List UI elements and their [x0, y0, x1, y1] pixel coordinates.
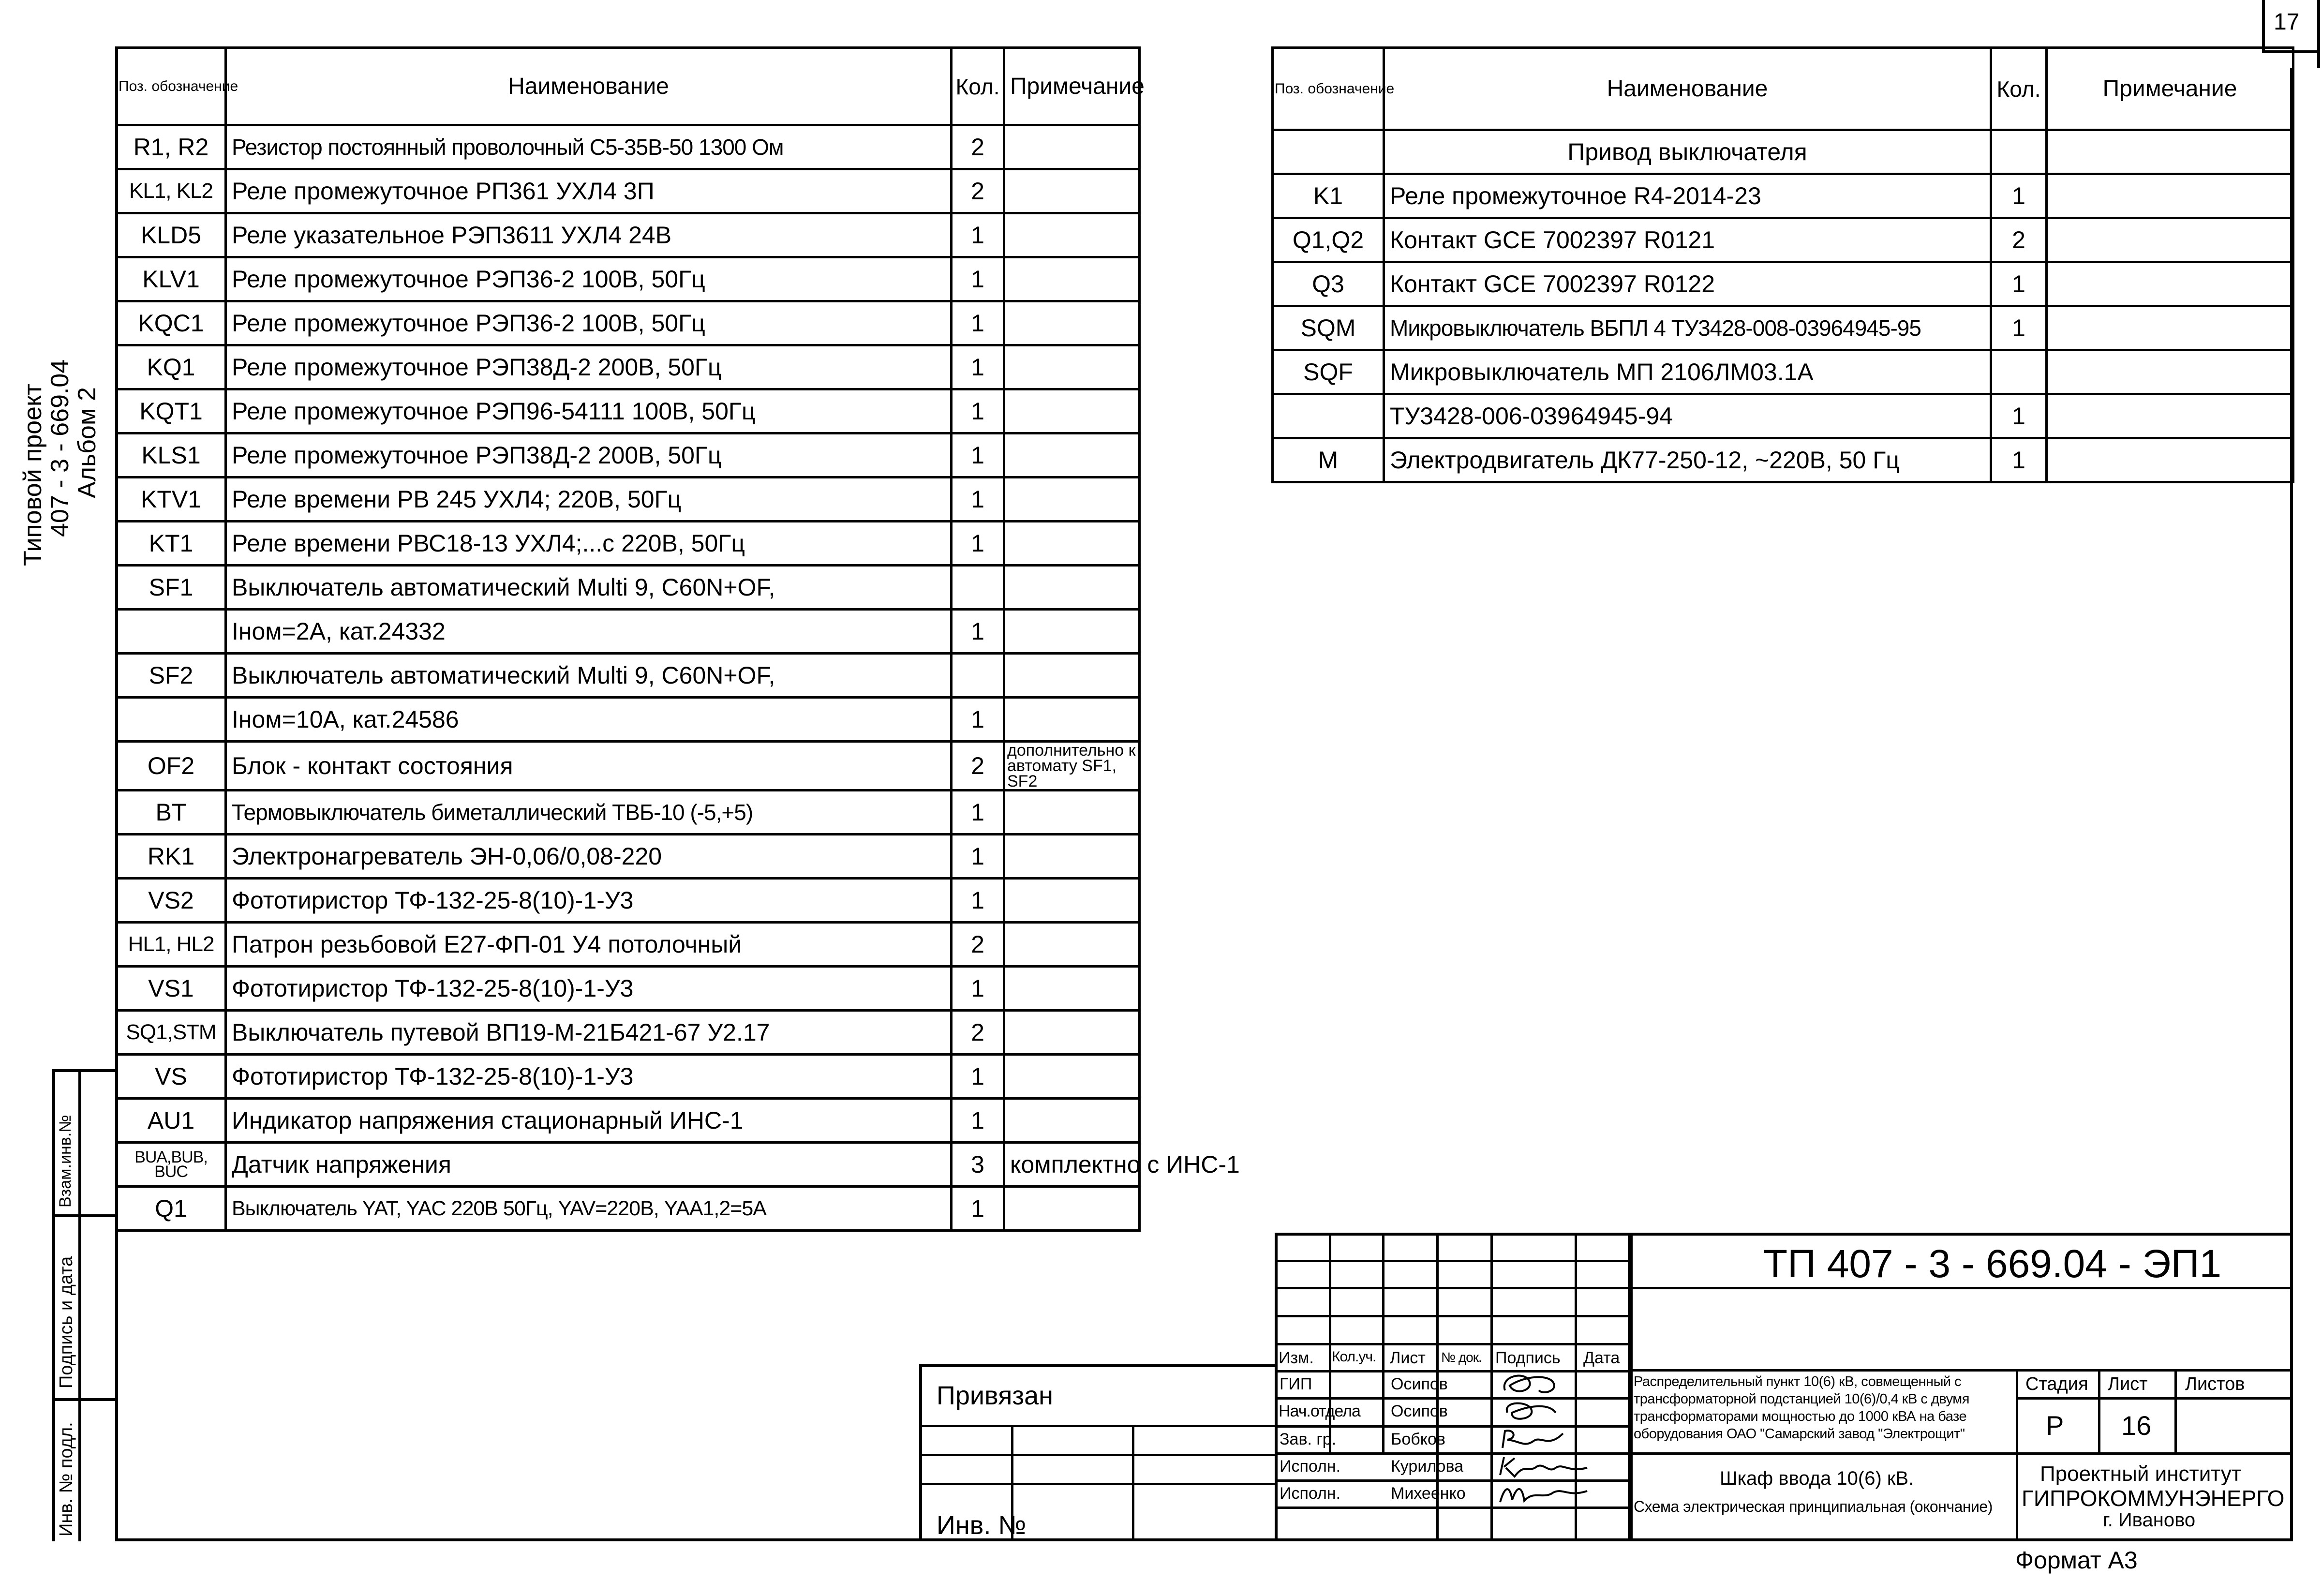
- list-value: 16: [2121, 1410, 2152, 1441]
- cell-name: Индикатор напряжения стационарный ИНС-1: [226, 1099, 952, 1143]
- cell-name: Реле промежуточное РЭП96-54111 100В, 50Гц: [226, 389, 952, 433]
- cell-pos: [1273, 394, 1384, 438]
- signature-miheenko: [1495, 1480, 1592, 1507]
- sheet-title-line1: Шкаф ввода 10(6) кВ.: [1720, 1468, 1914, 1489]
- privyazan-inv: Инв. №: [937, 1511, 1027, 1540]
- cell-qty: 1: [952, 879, 1004, 923]
- cell-name: Термовыключатель биметаллический ТВБ-10 (-5,+5): [226, 791, 952, 835]
- object-desc-line4: оборудования ОАО "Самарский завод "Электрощит": [1634, 1426, 1965, 1442]
- cell-name: Патрон резьбовой Е27-ФП-01 У4 потолочный: [226, 923, 952, 967]
- cell-name: Электродвигатель ДК77-250-12, ~220В, 50 Гц: [1384, 438, 1991, 482]
- tb-name-gip: Осипов: [1391, 1375, 1448, 1393]
- cell-qty: 1: [952, 1187, 1004, 1231]
- cell-note: [1004, 967, 1140, 1011]
- cell-note: [1004, 654, 1140, 698]
- table-row: [117, 566, 1140, 610]
- signature-bobkov: [1495, 1426, 1573, 1453]
- tb-role-gip: ГИП: [1280, 1375, 1312, 1393]
- cell-qty: 2: [952, 1011, 1004, 1055]
- cell-name: Реле промежуточное R4-2014-23: [1384, 174, 1991, 218]
- left-spec-table: [115, 46, 1240, 1232]
- table-row: [117, 389, 1140, 433]
- cell-note: [1004, 879, 1140, 923]
- title-block: [1275, 1233, 2292, 1541]
- table-row: [117, 1099, 1140, 1143]
- list-label: Лист: [2108, 1374, 2148, 1394]
- cell-pos: K1: [1273, 174, 1384, 218]
- cell-pos: BUA,BUB, BUC: [117, 1143, 226, 1187]
- cell-qty: 1: [952, 1055, 1004, 1099]
- signature-osipov-2: [1495, 1398, 1573, 1425]
- cell-note: [1004, 566, 1140, 610]
- sheet-number: 17: [2274, 9, 2300, 35]
- cell-note: [1004, 389, 1140, 433]
- cell-pos: OF2: [117, 742, 226, 791]
- table-row: [117, 791, 1140, 835]
- cell-note: [1004, 522, 1140, 566]
- org-line1: Проектный институт: [2040, 1462, 2242, 1486]
- cell-name: Iном=10А, кат.24586: [226, 698, 952, 742]
- tb-role-zavgr: Зав. гр.: [1280, 1430, 1337, 1448]
- cell-name: Выключатель YAT, YAC 220В 50Гц, YAV=220В, YAA1,2=5A: [226, 1187, 952, 1231]
- cell-name: Контакт GCE 7002397 R0122: [1384, 262, 1991, 306]
- side-vzam-label: Взам.инв.№: [56, 1115, 74, 1208]
- table-row: [117, 835, 1140, 879]
- table-row: [1273, 130, 2293, 174]
- format-label: Формат А3: [2015, 1547, 2138, 1574]
- tb-role-nach: Нач.отдела: [1279, 1402, 1360, 1420]
- cell-name: Резистор постоянный проволочный С5-35В-50 1300 Ом: [226, 125, 952, 169]
- stage-value: Р: [2046, 1410, 2064, 1441]
- left-header-note: Примечание: [1004, 48, 1140, 125]
- cell-qty: [952, 654, 1004, 698]
- sheet-number-border-left: [2262, 0, 2265, 53]
- cell-note: [1004, 1011, 1140, 1055]
- cell-note: [1004, 791, 1140, 835]
- right-header-note: Примечание: [2047, 48, 2293, 130]
- cell-note: [2047, 262, 2293, 306]
- cell-qty: 1: [952, 698, 1004, 742]
- cell-name: Контакт GCE 7002397 R0121: [1384, 218, 1991, 262]
- cell-qty: 1: [952, 345, 1004, 389]
- cell-pos: [117, 698, 226, 742]
- cell-pos: VS2: [117, 879, 226, 923]
- cell-name: Блок - контакт состояния: [226, 742, 952, 791]
- cell-qty: 1: [1991, 306, 2047, 350]
- cell-qty: 1: [952, 301, 1004, 345]
- org-line3: г. Иваново: [2103, 1509, 2196, 1531]
- cell-note: [1004, 1055, 1140, 1099]
- cell-note: [1004, 345, 1140, 389]
- table-row: [1273, 438, 2293, 482]
- tb-name-zavgr: Бобков: [1391, 1430, 1445, 1448]
- cell-pos: Q1,Q2: [1273, 218, 1384, 262]
- cell-pos: RK1: [117, 835, 226, 879]
- cell-qty: 1: [952, 213, 1004, 257]
- cell-note: [1004, 433, 1140, 477]
- cell-pos: KL1, KL2: [117, 169, 226, 213]
- table-row: [1273, 174, 2293, 218]
- cell-pos: Q3: [1273, 262, 1384, 306]
- table-row: [117, 301, 1140, 345]
- cell-note: [1004, 213, 1140, 257]
- cell-pos: BT: [117, 791, 226, 835]
- cell-pos: AU1: [117, 1099, 226, 1143]
- tb-role-ispoln1: Исполн.: [1280, 1457, 1341, 1476]
- signature-kurilova: [1495, 1453, 1592, 1480]
- cell-name: Микровыключатель МП 2106ЛМ03.1А: [1384, 350, 1991, 394]
- tb-header-list: Лист: [1390, 1349, 1426, 1367]
- table-row: [1273, 350, 2293, 394]
- object-desc-line1: Распределительный пункт 10(6) кВ, совмещенный с: [1634, 1374, 1962, 1389]
- cell-note: [1004, 1099, 1140, 1143]
- cell-pos: R1, R2: [117, 125, 226, 169]
- cell-note: [1004, 477, 1140, 522]
- table-row: [117, 257, 1140, 301]
- tb-header-izm: Изм.: [1279, 1349, 1314, 1367]
- table-row: [117, 433, 1140, 477]
- cell-name: Электронагреватель ЭН-0,06/0,08-220: [226, 835, 952, 879]
- cell-name: Реле промежуточное РЭП36-2 100В, 50Гц: [226, 257, 952, 301]
- cell-qty: 1: [952, 610, 1004, 654]
- cell-pos: M: [1273, 438, 1384, 482]
- cell-note: [1004, 125, 1140, 169]
- cell-name: Реле промежуточное РЭП36-2 100В, 50Гц: [226, 301, 952, 345]
- side-label-line1: Типовой проект: [19, 383, 47, 566]
- cell-qty: 1: [952, 389, 1004, 433]
- sheet-title-line2: Схема электрическая принципиальная (окончание): [1634, 1498, 1993, 1515]
- table-row: [117, 610, 1140, 654]
- cell-pos: SF1: [117, 566, 226, 610]
- cell-pos: KLV1: [117, 257, 226, 301]
- tb-name-ispoln1: Курилова: [1391, 1457, 1464, 1476]
- cell-note: [2047, 438, 2293, 482]
- cell-note: [2047, 218, 2293, 262]
- cell-qty: 1: [952, 835, 1004, 879]
- tb-name-nach: Осипов: [1391, 1402, 1448, 1420]
- tb-role-ispoln2: Исполн.: [1280, 1484, 1341, 1503]
- cell-qty: 1: [952, 257, 1004, 301]
- right-header-pos: Поз. обозначение: [1273, 48, 1384, 130]
- right-header-qty: Кол.: [1991, 48, 2047, 130]
- cell-pos: KQ1: [117, 345, 226, 389]
- cell-note: [1004, 923, 1140, 967]
- frame-right-top: [2317, 0, 2320, 68]
- cell-name: Реле промежуточное РЭП38Д-2 200В, 50Гц: [226, 345, 952, 389]
- cell-qty: 1: [1991, 174, 2047, 218]
- tb-header-podpis: Подпись: [1495, 1349, 1561, 1367]
- section-heading: Привод выключателя: [1384, 130, 1991, 174]
- table-row: [117, 923, 1140, 967]
- cell-pos: KLS1: [117, 433, 226, 477]
- cell-name: Микровыключатель ВБПЛ 4 ТУ3428-008-03964945-95: [1384, 306, 1991, 350]
- cell-qty: 2: [1991, 218, 2047, 262]
- lists-label: Листов: [2185, 1374, 2245, 1394]
- table-row: [117, 169, 1140, 213]
- table-row: [117, 879, 1140, 923]
- side-project-label: [19, 359, 101, 566]
- cell-qty: 2: [952, 169, 1004, 213]
- object-description: [1634, 1373, 1969, 1443]
- cell-qty: 1: [1991, 438, 2047, 482]
- tb-header-ndok: № док.: [1441, 1350, 1482, 1365]
- right-header-name: Наименование: [1384, 48, 1991, 130]
- left-header-qty: Кол.: [952, 48, 1004, 125]
- cell-note: [1004, 698, 1140, 742]
- cell-pos: HL1, HL2: [117, 923, 226, 967]
- cell-qty: 1: [952, 522, 1004, 566]
- cell-qty: 2: [952, 125, 1004, 169]
- table-row: [117, 1143, 1140, 1187]
- table-row: [117, 477, 1140, 522]
- tb-header-data: Дата: [1583, 1349, 1620, 1367]
- cell-qty: 3: [952, 1143, 1004, 1187]
- cell-pos: VS: [117, 1055, 226, 1099]
- cell-note: [2047, 394, 2293, 438]
- privyazan-title: Привязан: [937, 1381, 1053, 1410]
- object-desc-line2: трансформаторной подстанцией 10(6)/0,4 кВ с двумя: [1634, 1391, 1969, 1407]
- cell-qty: 1: [952, 1099, 1004, 1143]
- cell-qty: 1: [952, 791, 1004, 835]
- cell-name: Выключатель путевой ВП19-М-21Б421-67 У2.17: [226, 1011, 952, 1055]
- privyazan-block: [919, 1364, 1277, 1541]
- table-row: [1273, 218, 2293, 262]
- side-inv-label: Инв. № подл.: [56, 1422, 76, 1536]
- cell-pos: KQC1: [117, 301, 226, 345]
- table-row: [1273, 394, 2293, 438]
- cell-name: Выключатель автоматический Multi 9, C60N+OF,: [226, 654, 952, 698]
- cell-name: Реле времени РВ 245 УХЛ4; 220В, 50Гц: [226, 477, 952, 522]
- left-header-pos: Поз. обозначение: [117, 48, 226, 125]
- side-stamp: [52, 1069, 118, 1541]
- cell-qty: [1991, 350, 2047, 394]
- side-label-line2: 407 - 3 - 669.04: [46, 359, 74, 537]
- object-desc-line3: трансформаторами мощностью до 1000 кВА на базе: [1634, 1409, 1967, 1424]
- left-header-name: Наименование: [226, 48, 952, 125]
- cell-name: Iном=2А, кат.24332: [226, 610, 952, 654]
- right-spec-table: [1271, 46, 2294, 483]
- cell-note: [2047, 306, 2293, 350]
- cell-qty: 2: [952, 923, 1004, 967]
- cell-qty: 1: [952, 477, 1004, 522]
- table-row: [117, 213, 1140, 257]
- cell-pos: Q1: [117, 1187, 226, 1231]
- cell-pos: [1273, 130, 1384, 174]
- cell-name: Фототиристор ТФ-132-25-8(10)-1-У3: [226, 967, 952, 1011]
- table-row: [1273, 262, 2293, 306]
- cell-note: [1004, 169, 1140, 213]
- cell-pos: KLD5: [117, 213, 226, 257]
- cell-note: [1004, 610, 1140, 654]
- cell-qty: 2: [952, 742, 1004, 791]
- cell-note: [2047, 174, 2293, 218]
- table-row: [117, 125, 1140, 169]
- cell-note: [2047, 130, 2293, 174]
- table-row: [117, 742, 1140, 791]
- cell-qty: [1991, 130, 2047, 174]
- table-row: [117, 1187, 1140, 1231]
- cell-qty: 1: [952, 967, 1004, 1011]
- table-row: [117, 522, 1140, 566]
- tb-name-ispoln2: Михеенко: [1391, 1484, 1466, 1503]
- org-line2: ГИПРОКОММУНЭНЕРГО: [2022, 1486, 2285, 1511]
- table-row: [117, 345, 1140, 389]
- cell-name: Реле промежуточное РЭП38Д-2 200В, 50Гц: [226, 433, 952, 477]
- cell-pos: KTV1: [117, 477, 226, 522]
- cell-qty: 1: [1991, 262, 2047, 306]
- tb-header-koluch: Кол.уч.: [1332, 1349, 1376, 1365]
- cell-pos: KT1: [117, 522, 226, 566]
- cell-pos: [117, 610, 226, 654]
- cell-note: [1004, 257, 1140, 301]
- cell-note: [2047, 350, 2293, 394]
- cell-pos: SQ1,STM: [117, 1011, 226, 1055]
- cell-pos: SQF: [1273, 350, 1384, 394]
- table-row: [117, 654, 1140, 698]
- table-row: [1273, 306, 2293, 350]
- side-podpis-label: Подпись и дата: [56, 1256, 76, 1388]
- cell-name: Фототиристор ТФ-132-25-8(10)-1-У3: [226, 1055, 952, 1099]
- side-label-line3: Альбом 2: [73, 387, 101, 498]
- cell-name: Реле указательное РЭП3611 УХЛ4 24В: [226, 213, 952, 257]
- cell-name: Реле времени РВС18-13 УХЛ4;...с 220В, 50Гц: [226, 522, 952, 566]
- stage-label: Стадия: [2025, 1374, 2088, 1394]
- cell-name: Реле промежуточное РП361 УХЛ4 3П: [226, 169, 952, 213]
- cell-name: Выключатель автоматический Multi 9, C60N+OF,: [226, 566, 952, 610]
- cell-name: Фототиристор ТФ-132-25-8(10)-1-У3: [226, 879, 952, 923]
- cell-note: [1004, 1187, 1140, 1231]
- cell-note: [1004, 301, 1140, 345]
- cell-note: комплектно с ИНС-1: [1004, 1143, 1140, 1187]
- cell-pos: SF2: [117, 654, 226, 698]
- cell-name: ТУ3428-006-03964945-94: [1384, 394, 1991, 438]
- cell-pos: VS1: [117, 967, 226, 1011]
- table-row: [117, 967, 1140, 1011]
- cell-note: [1004, 835, 1140, 879]
- cell-note: дополнительно к автомату SF1, SF2: [1004, 742, 1140, 791]
- cell-qty: [952, 566, 1004, 610]
- signature-osipov-1: [1495, 1371, 1573, 1398]
- table-row: [117, 1011, 1140, 1055]
- table-row: [117, 698, 1140, 742]
- cell-pos: KQT1: [117, 389, 226, 433]
- doc-code: ТП 407 - 3 - 669.04 - ЭП1: [1763, 1242, 2222, 1286]
- cell-qty: 1: [952, 433, 1004, 477]
- table-row: [117, 1055, 1140, 1099]
- cell-name: Датчик напряжения: [226, 1143, 952, 1187]
- cell-pos: SQM: [1273, 306, 1384, 350]
- cell-qty: 1: [1991, 394, 2047, 438]
